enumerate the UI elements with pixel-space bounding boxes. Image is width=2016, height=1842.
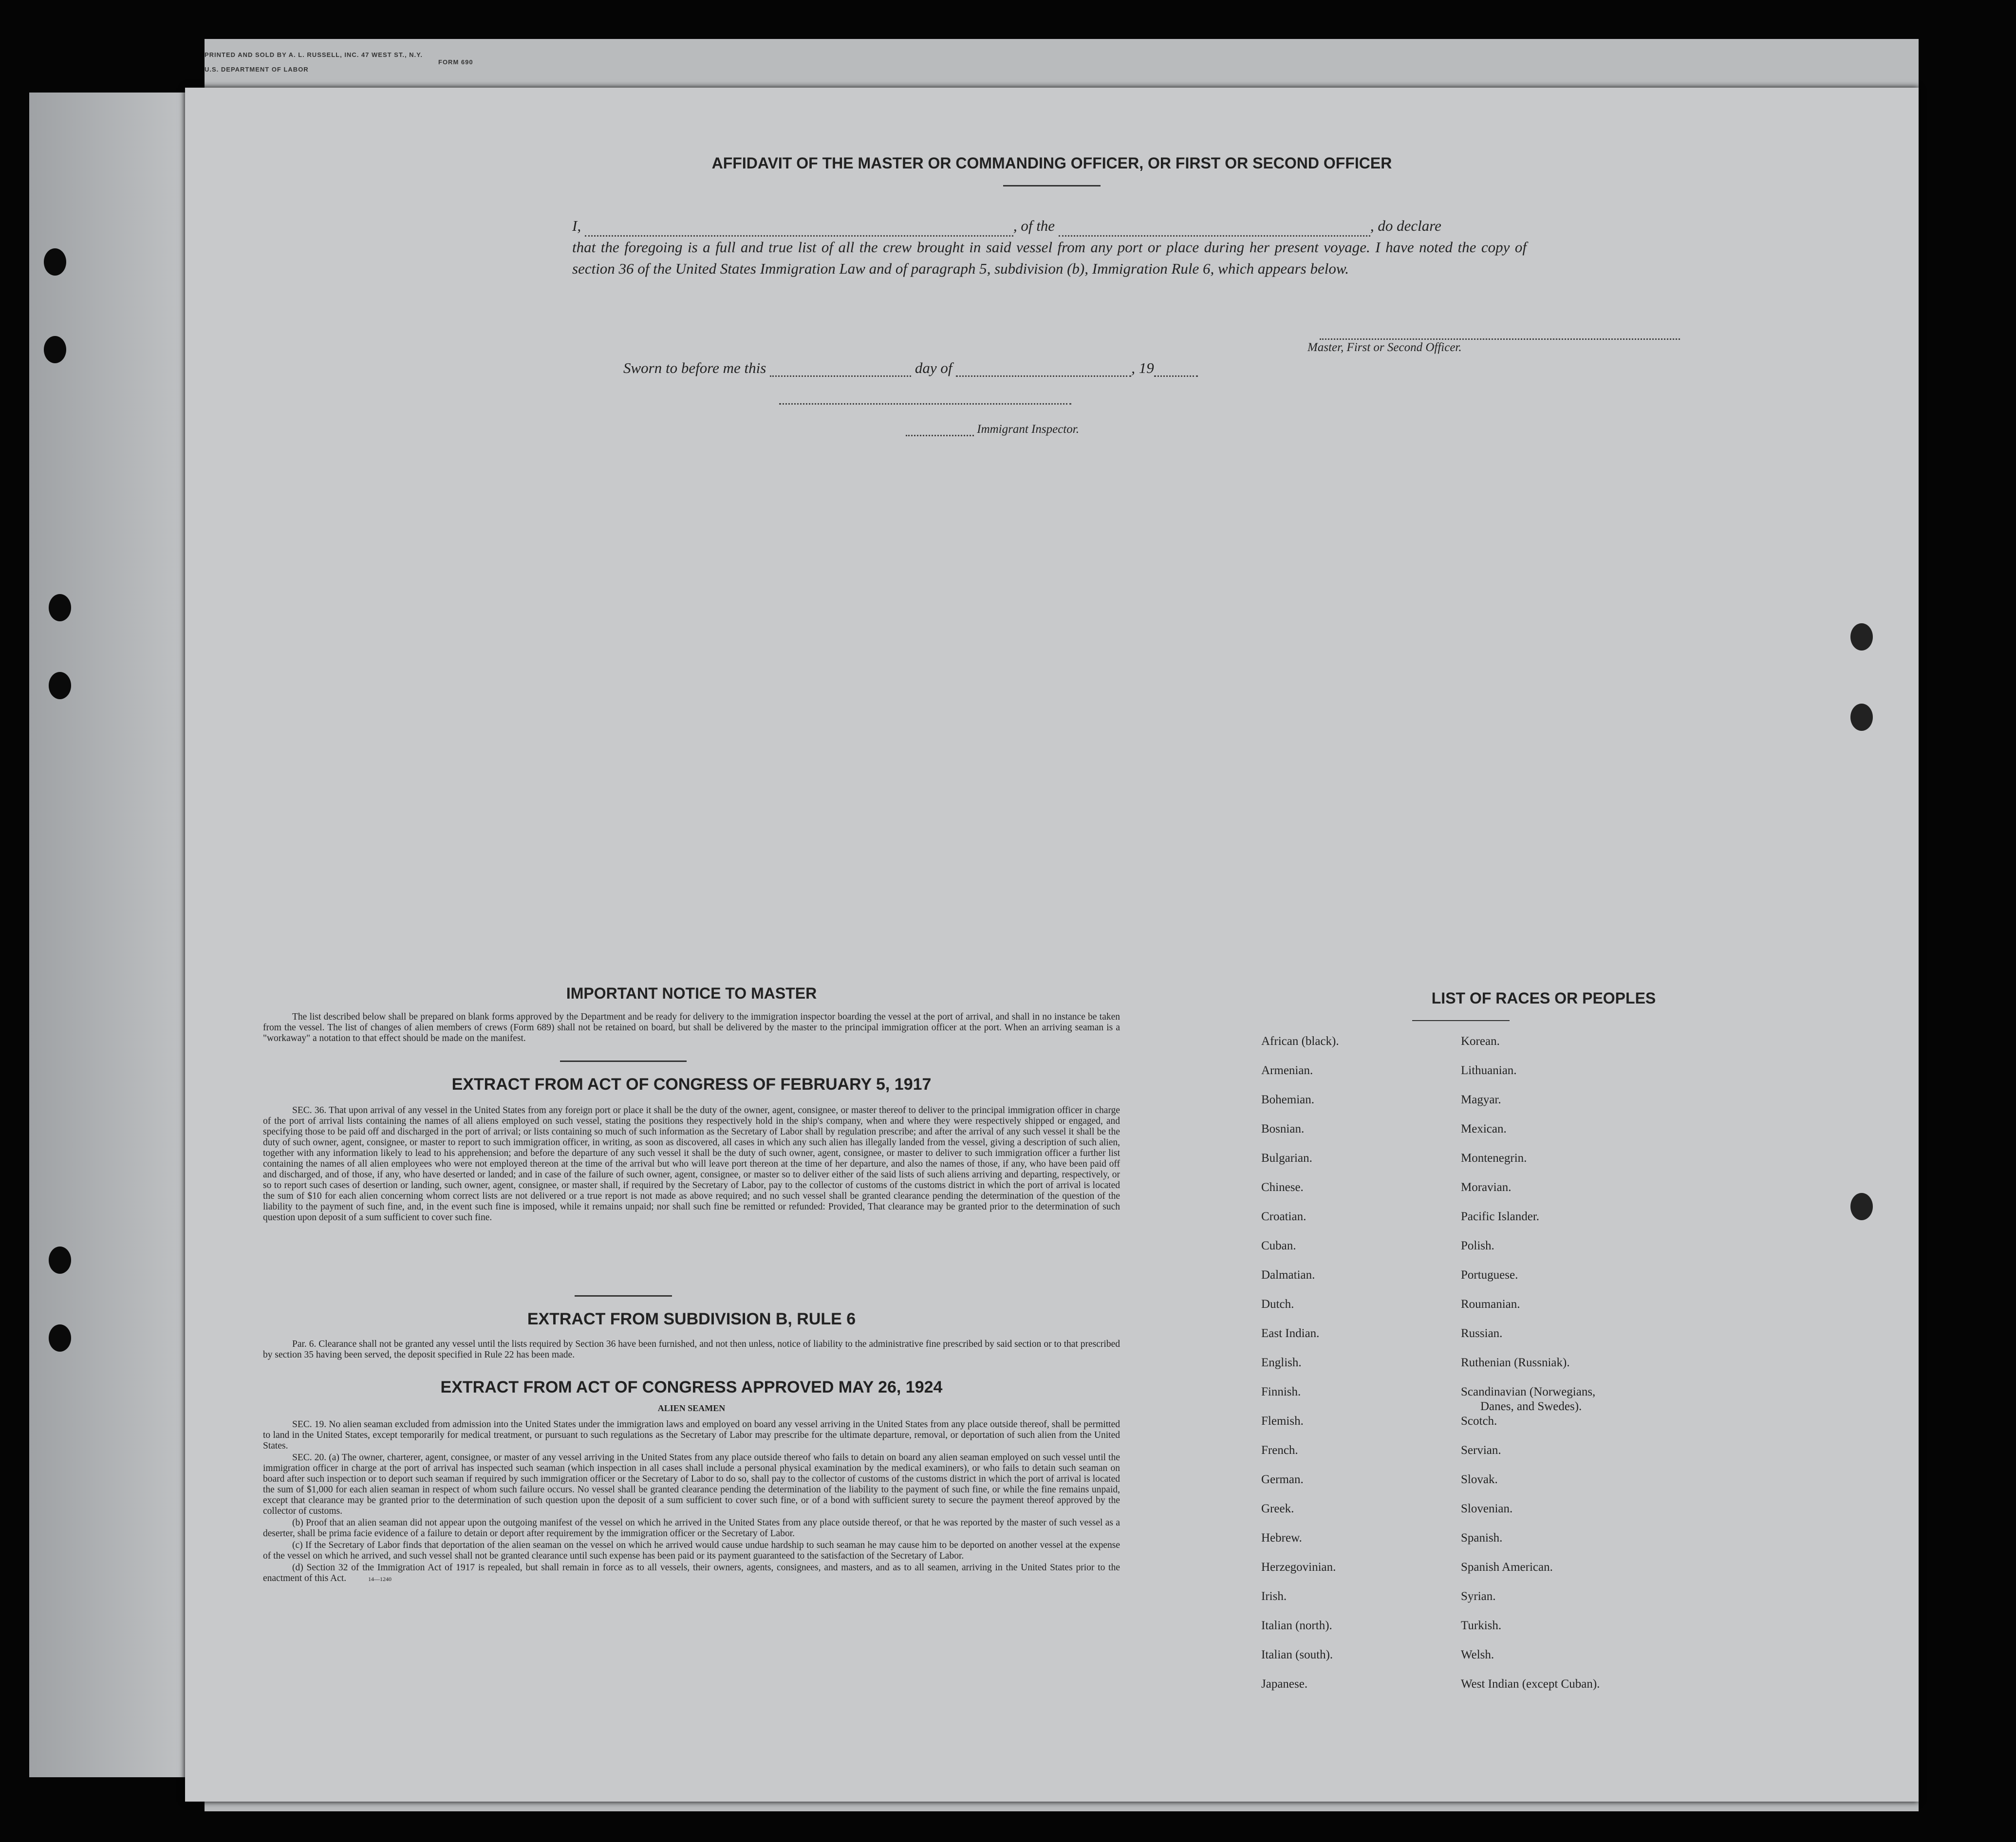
- footer-code: 14—1240: [368, 1576, 392, 1582]
- race-item: Portuguese.: [1461, 1268, 1518, 1282]
- sworn-day-text: day of: [915, 359, 952, 376]
- title-divider: [1003, 185, 1101, 186]
- race-item: Roumanian.: [1461, 1298, 1520, 1311]
- race-item: Syrian.: [1461, 1590, 1496, 1603]
- notice-divider: [560, 1061, 687, 1062]
- inspector-short-line: [906, 435, 974, 436]
- master-label: Master, First or Second Officer.: [1307, 341, 1462, 354]
- race-item: Welsh.: [1461, 1648, 1494, 1661]
- department-text: U.S. DEPARTMENT OF LABOR: [205, 66, 309, 73]
- race-item: Chinese.: [1261, 1181, 1304, 1194]
- race-item: Lithuanian.: [1461, 1064, 1517, 1077]
- inspector-line: [906, 423, 1079, 436]
- race-item: Armenian.: [1261, 1064, 1313, 1077]
- extract-1917-title: EXTRACT FROM ACT OF CONGRESS OF FEBRUARY 5, 1917: [451, 1075, 932, 1094]
- binder-hole: [49, 594, 71, 621]
- race-item: Montenegrin.: [1461, 1152, 1527, 1165]
- race-item: Spanish.: [1461, 1531, 1503, 1544]
- race-item: Hebrew.: [1261, 1531, 1302, 1544]
- race-item: Cuban.: [1261, 1239, 1296, 1252]
- extract-1917-paragraph: SEC. 36. That upon arrival of any vessel in the United States from any foreign port or place it shall be the duty of the owner, agent, consignee, or master thereof to deliver to the principal immigration officer in charge of the port of arrival lists containing the names of all aliens employed on such vessel, stating the positions they respectively hold in the ship's company, when and where they were respectively shipped or engaged, and specifying those to be paid off and discharged in the port of arrival; or lists containing so much of such information as the Secretary of Labor shall by regulation prescribe; and after the arrival of any such vessel it shall be the duty of such owner, agent, consignee, or master to report to such immigration officer, in writing, as soon as discovered, all cases in which any such alien has illegally landed from the vessel, giving a description of such alien, together with any information likely to lead to his apprehension; and before the departure of any such vessel it shall be the duty of such owner, agent, consignee, or master to deliver to such immigration officer a further list containing the names of all alien employees who were not employed thereon at the time of the arrival but who will leave port thereon at the time of her departure, and also the names of those, if any, who have been paid off and discharged, and of those, if any, who have deserted or landed; and in case of the failure of such owner, agent, consignee, or master so to deliver either of the said lists of such aliens arriving and departing, respectively, or so to report such cases of desertion or landing, such owner, agent, consignee, or master shall, if required by the Secretary of Labor, pay to the collector of customs of the customs district in which the port of arrival is located the sum of $10 for each alien concerning whom correct lists are not delivered or a true report is not made as above required; and no such vessel shall be granted clearance pending the determination of the question of the liability to the payment of such fine, and, in the event such fine is imposed, while it remains unpaid; nor shall such fine be remitted or refunded: Provided, That clearance may be granted prior to the determination of such question upon deposit of a sum sufficient to cover such fine.: [263, 1105, 1120, 1223]
- binder-hole: [1850, 1193, 1873, 1220]
- races-divider: [1412, 1020, 1510, 1021]
- sworn-day-field[interactable]: [770, 375, 911, 377]
- race-item: Scandinavian (Norwegians,: [1461, 1385, 1596, 1398]
- race-item: Herzegovinian.: [1261, 1561, 1336, 1574]
- race-item: Dalmatian.: [1261, 1268, 1315, 1282]
- rule6-text: [263, 1339, 1120, 1361]
- race-item: Bulgarian.: [1261, 1152, 1312, 1165]
- binder-hole: [49, 672, 71, 699]
- binder-hole: [44, 336, 66, 363]
- race-item: French.: [1261, 1444, 1298, 1457]
- notice-text: [263, 1012, 1120, 1045]
- races-list: [1261, 1035, 1846, 1794]
- sworn-year-text: , 19: [1131, 359, 1154, 376]
- extract-1924-title: EXTRACT FROM ACT OF CONGRESS APPROVED MAY 26, 1924: [440, 1378, 943, 1396]
- extract-1917-text: [263, 1105, 1120, 1224]
- form-number: FORM 690: [438, 58, 473, 66]
- race-item: Russian.: [1461, 1327, 1503, 1340]
- races-title: LIST OF RACES OR PEOPLES: [1431, 989, 1656, 1007]
- race-item: Spanish American.: [1461, 1561, 1553, 1574]
- race-item: Servian.: [1461, 1444, 1501, 1457]
- race-item: African (black).: [1261, 1035, 1339, 1048]
- race-item: Turkish.: [1461, 1619, 1502, 1632]
- sec-20d-text: (d) Section 32 of the Immigration Act of 1917 is repealed, but shall remain in force as to all vessels, their owners, agents, consignees, and masters, and as to all seamen, arriving in the United States prior to the enactment of this Act.: [263, 1563, 1120, 1583]
- affidavit-of-the: , of the: [1013, 217, 1055, 234]
- rule6-title: EXTRACT FROM SUBDIVISION B, RULE 6: [527, 1310, 856, 1328]
- race-item: Flemish.: [1261, 1414, 1304, 1428]
- sworn-text: Sworn to before me this: [623, 359, 766, 376]
- race-item: Slovenian.: [1461, 1502, 1513, 1515]
- race-item: Dutch.: [1261, 1298, 1294, 1311]
- race-item: Greek.: [1261, 1502, 1294, 1515]
- inspector-label: Immigrant Inspector.: [977, 423, 1079, 436]
- race-item: Bosnian.: [1261, 1122, 1305, 1135]
- inspector-signature-field[interactable]: [779, 394, 1071, 405]
- master-signature-field[interactable]: [1320, 329, 1680, 340]
- race-item: Bohemian.: [1261, 1093, 1315, 1106]
- affidavit-statement: that the foregoing is a full and true list of all the crew brought in said vessel from any port or place during her present voyage. I have noted the copy of section 36 of the United States Immigration Law and of paragraph 5, subdivision (b), Immigration Rule 6, which appears below.: [572, 239, 1527, 277]
- binder-hole: [1850, 623, 1873, 651]
- affidavit-title: AFFIDAVIT OF THE MASTER OR COMMANDING OFFICER, OR FIRST OR SECOND OFFICER: [711, 154, 1392, 172]
- extract-1917-divider: [575, 1295, 672, 1297]
- race-item: German.: [1261, 1473, 1304, 1486]
- affidavit-body: [572, 215, 1527, 279]
- race-item: Italian (north).: [1261, 1619, 1332, 1632]
- sworn-month-field[interactable]: [956, 375, 1131, 377]
- sworn-year-field[interactable]: [1154, 375, 1198, 377]
- binder-hole: [44, 248, 66, 276]
- race-item: Polish.: [1461, 1239, 1494, 1252]
- sec-20a-paragraph: SEC. 20. (a) The owner, charterer, agent, consignee, or master of any vessel arriving in the United States from any place outside thereof who fails to detain on board any alien seaman employed on such vessel until the immigration officer in charge at the port of arrival has inspected such seaman (which inspection in all cases shall include a personal physical examination by the medical examiners), or who fails to detain such seaman on board after such inspection or to deport such seaman if required by such immigration officer or the Secretary of Labor to do so, shall pay to the collector of customs of the customs district in which the port of arrival is located the sum of $1,000 for each alien seaman in respect of whom such failure occurs. No vessel shall be granted clearance pending the determination of the liability to the payment of such fine, or while the fine remains unpaid, except that clearance may be granted prior to the determination of such question upon the deposit of a sum sufficient to cover such fine, or of a bond with sufficient surety to secure the payment thereof approved by the collector of customs.: [263, 1452, 1120, 1516]
- binder-hole: [49, 1324, 71, 1352]
- sec-20b-paragraph: (b) Proof that an alien seaman did not appear upon the outgoing manifest of the vessel on which he arrived in the United States from any place outside thereof, or that he was reported by the master of such vessel as a deserter, shall be prima facie evidence of a failure to detain or deport after requirement by the immigration officer or the Secretary of Labor.: [263, 1518, 1120, 1539]
- printer-line: [205, 51, 1276, 73]
- race-item: Italian (south).: [1261, 1648, 1333, 1661]
- extract-1924-text: [263, 1419, 1120, 1585]
- binder-hole: [49, 1247, 71, 1274]
- rule6-paragraph: Par. 6. Clearance shall not be granted any vessel until the lists required by Section 36 have been furnished, and not then unless, notice of liability to the administrative fine prescribed by said section or to that prescribed by section 35 having been served, the deposit specified in Rule 22 has been made.: [263, 1339, 1120, 1360]
- form-page: [185, 88, 1919, 1802]
- race-item: Croatian.: [1261, 1210, 1307, 1223]
- notice-paragraph: The list described below shall be prepared on blank forms approved by the Department and be ready for delivery to the immigration inspector boarding the vessel at the port of arrival, and shall in no instance be taken from the vessel. The list of changes of alien members of crews (Form 689) shall not be retained on board, but shall be delivered by the master to the principal immigration officer at the port. When an arriving seaman is a "workaway" a notation to that effect should be made on the manifest.: [263, 1012, 1120, 1043]
- race-item: Finnish.: [1261, 1385, 1301, 1398]
- race-item: Mexican.: [1461, 1122, 1507, 1135]
- notice-title: IMPORTANT NOTICE TO MASTER: [566, 985, 817, 1002]
- race-item: Ruthenian (Russniak).: [1461, 1356, 1570, 1369]
- race-item: Slovak.: [1461, 1473, 1498, 1486]
- affidavit-line-1: [572, 215, 1527, 237]
- race-item: Korean.: [1461, 1035, 1500, 1048]
- sec-19-paragraph: SEC. 19. No alien seaman excluded from admission into the United States under the immigration laws and employed on board any vessel arriving in the United States from any place outside thereof, shall be permitted to land in the United States, except temporarily for medical treatment, or pursuant to such regulations as the Secretary of Labor may prescribe for the ultimate departure, removal, or deportation of such alien from the United States.: [263, 1419, 1120, 1451]
- race-item: Moravian.: [1461, 1181, 1512, 1194]
- race-item: Japanese.: [1261, 1677, 1308, 1691]
- race-item: Magyar.: [1461, 1093, 1501, 1106]
- affidavit-declare: , do declare: [1370, 217, 1441, 234]
- race-item-continuation: Danes, and Swedes).: [1480, 1400, 1582, 1413]
- race-item: Pacific Islander.: [1461, 1210, 1540, 1223]
- affidavit-i: I,: [572, 217, 581, 234]
- binder-hole: [1850, 704, 1873, 731]
- alien-seamen-subtitle: ALIEN SEAMEN: [657, 1403, 726, 1413]
- sec-20d-paragraph: [263, 1563, 1120, 1584]
- race-item: English.: [1261, 1356, 1302, 1369]
- printer-text: PRINTED AND SOLD BY A. L. RUSSELL, INC. 47 WEST ST., N.Y.: [205, 51, 423, 58]
- race-item: East Indian.: [1261, 1327, 1320, 1340]
- race-item: Scotch.: [1461, 1414, 1497, 1428]
- race-item: Irish.: [1261, 1590, 1287, 1603]
- sworn-line: [623, 359, 1198, 377]
- race-item: West Indian (except Cuban).: [1461, 1677, 1600, 1691]
- sec-20c-paragraph: (c) If the Secretary of Labor finds that deportation of the alien seaman on the vessel on which he arrived would cause undue hardship to such seaman he may cause him to be deported on another vessel at the expense of the vessel on which he arrived, and such vessel shall not be granted clearance until such expense has been paid or its payment guaranteed to the satisfaction of the Secretary of Labor.: [263, 1540, 1120, 1561]
